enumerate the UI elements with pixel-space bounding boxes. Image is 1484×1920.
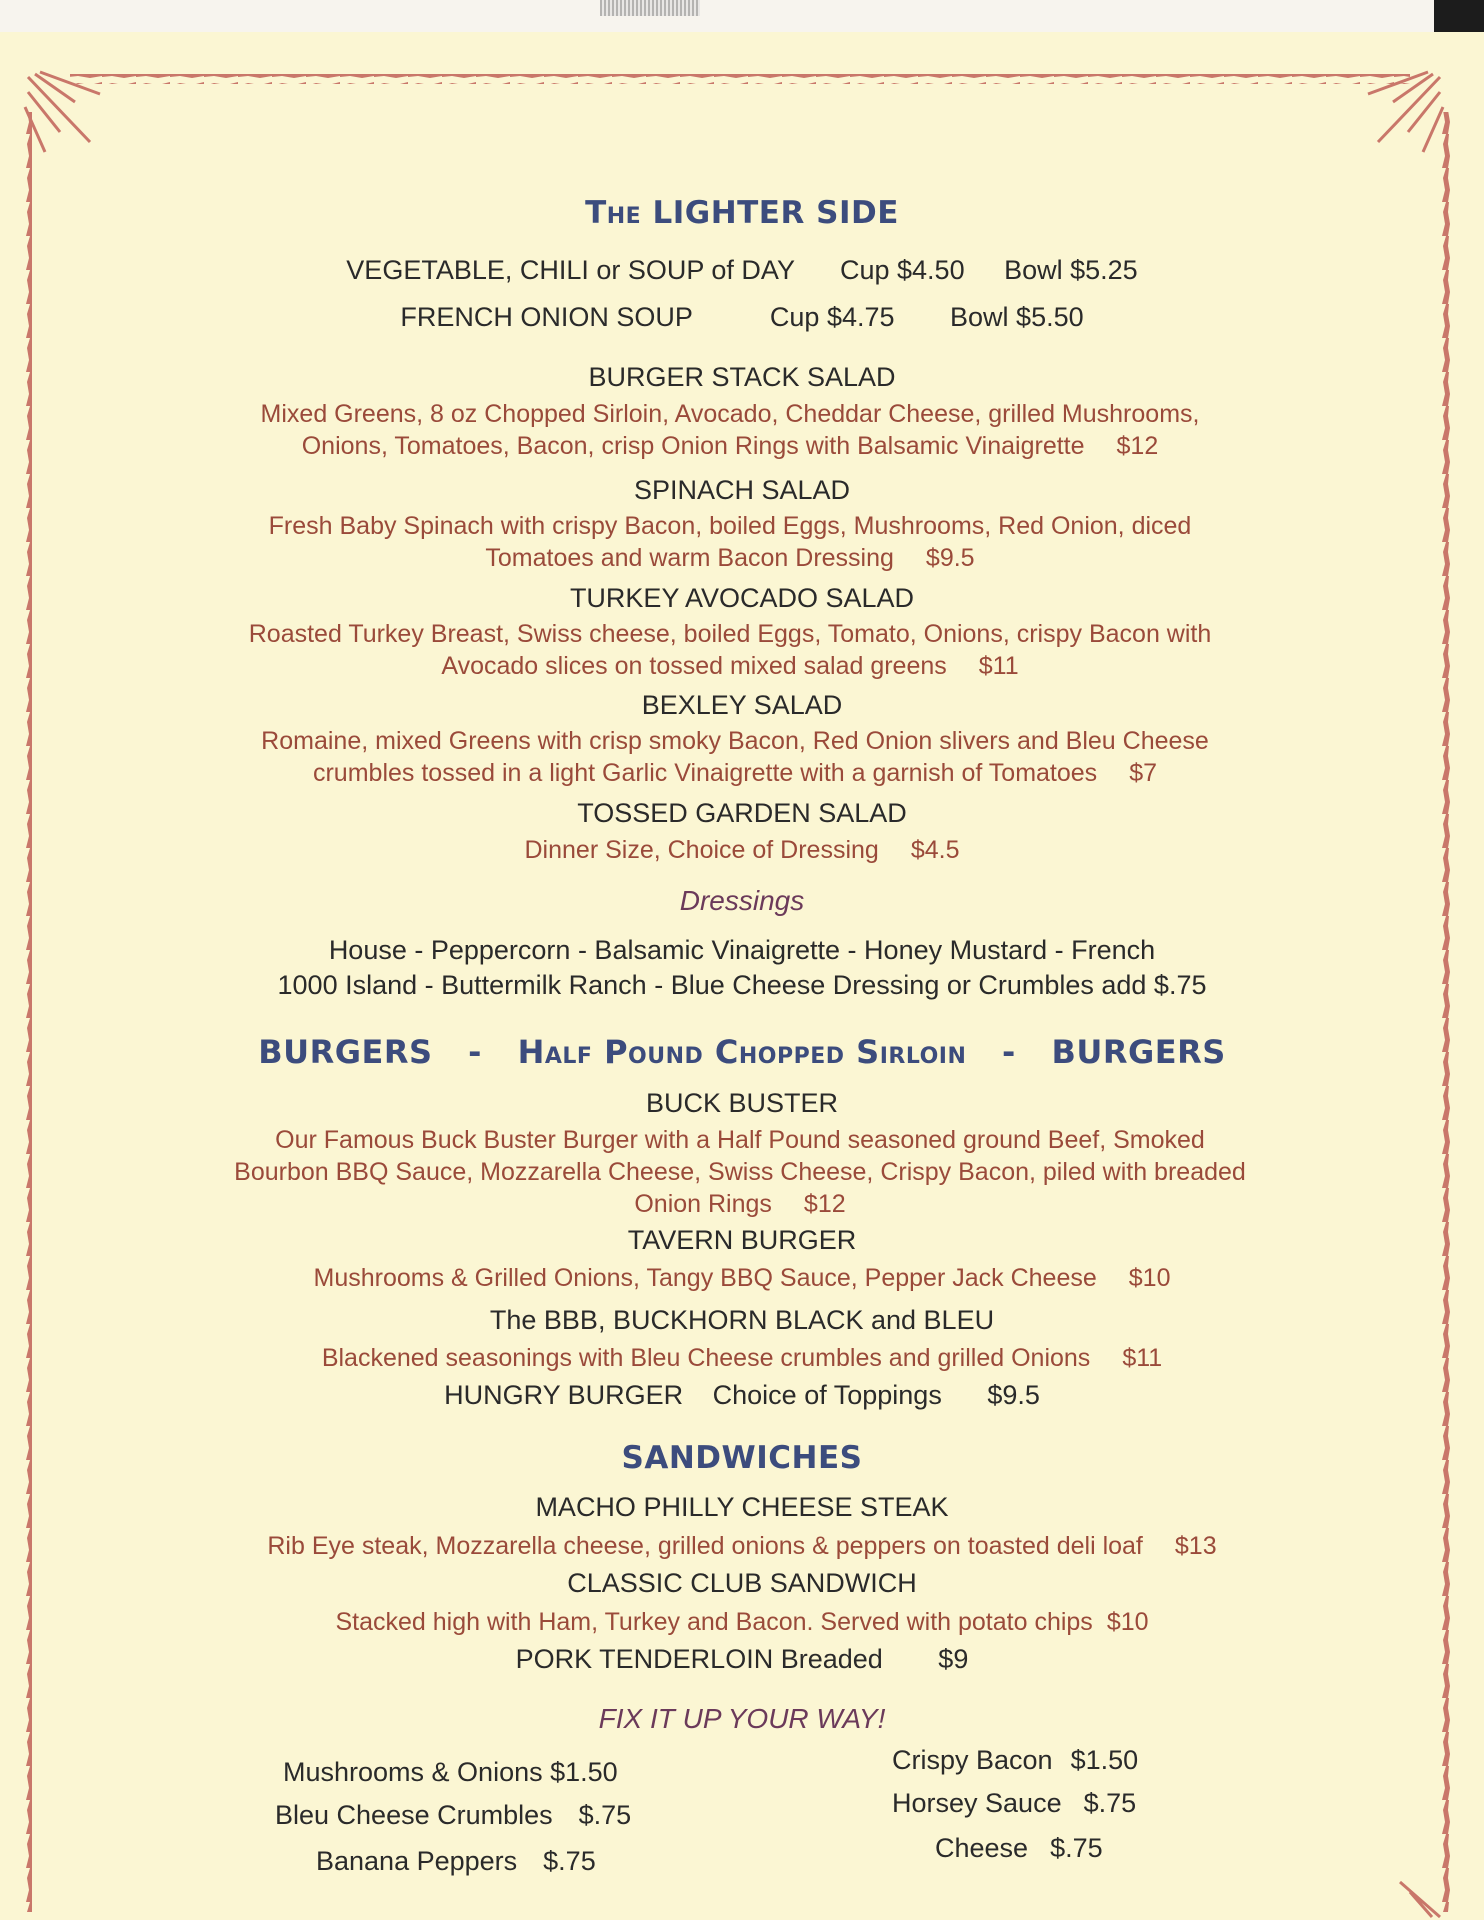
- item-desc: Our Famous Buck Buster Burger with a Half Pound seasoned ground Beef, Smoked Bourbon BBQ Sauce, Mozzarella Cheese, Swiss Cheese, Crispy Bacon, piled with breaded Onion Rings: [234, 1126, 1246, 1218]
- addon-item: [935, 1833, 1103, 1864]
- item-desc: Mushrooms & Grilled Onions, Tangy BBQ Sauce, Pepper Jack Cheese: [313, 1264, 1097, 1292]
- item-name-bexley-salad: BEXLEY SALAD: [641, 690, 843, 720]
- section-title-lighter-side: The LIGHTER SIDE: [585, 195, 899, 231]
- item-desc-spinach-salad: [230, 510, 1230, 574]
- addon-price: $.75: [543, 1846, 596, 1876]
- dressings-list-line-1: House - Peppercorn - Balsamic Vinaigrette - Honey Mustard - French: [328, 935, 1156, 965]
- menu-item-hungry-burger: [0, 1380, 1484, 1411]
- item-name-bbb-buckhorn: The BBB, BUCKHORN BLACK and BLEU: [489, 1305, 995, 1335]
- addon-name: Horsey Sauce: [892, 1788, 1062, 1818]
- item-desc: Roasted Turkey Breast, Swiss cheese, boiled Eggs, Tomato, Onions, crispy Bacon with Avocado slices on tossed mixed salad greens: [248, 620, 1212, 680]
- item-price: $9.5: [925, 544, 975, 572]
- addon-item: [892, 1788, 1136, 1819]
- burgers-title-sep: -: [1002, 1033, 1016, 1071]
- item-price: $9: [938, 1644, 969, 1674]
- item-desc: Choice of Toppings: [712, 1380, 942, 1410]
- addon-name: Cheese: [935, 1833, 1029, 1863]
- item-desc: Dinner Size, Choice of Dressing: [524, 836, 879, 864]
- item-price: $10: [1106, 1608, 1149, 1636]
- item-desc-tossed-garden-salad: [0, 834, 1484, 866]
- dressings-list-line-2: 1000 Island - Buttermilk Ranch - Blue Cheese Dressing or Crumbles add $.75: [277, 970, 1207, 1000]
- item-desc-burger-stack-salad: [220, 398, 1240, 462]
- item-price: $12: [803, 1190, 846, 1218]
- item-price: $11: [1122, 1344, 1163, 1372]
- item-price: $13: [1174, 1532, 1217, 1560]
- addon-item: [275, 1800, 631, 1831]
- item-name: FRENCH ONION SOUP: [400, 302, 693, 332]
- item-name-spinach-salad: SPINACH SALAD: [633, 475, 851, 505]
- burgers-title-right: BURGERS: [1051, 1033, 1226, 1071]
- item-price: $7: [1129, 759, 1157, 787]
- burgers-title-sep: -: [468, 1033, 482, 1071]
- item-name-tavern-burger: TAVERN BURGER: [627, 1225, 857, 1255]
- item-desc-macho-philly: [0, 1530, 1484, 1562]
- item-name: PORK TENDERLOIN Breaded: [515, 1644, 883, 1674]
- section-title-sandwiches: SANDWICHES: [621, 1440, 863, 1476]
- item-desc: Romaine, mixed Greens with crisp smoky Bacon, Red Onion slivers and Bleu Cheese crumbles tossed in a light Garlic Vinaigrette with a garnish of Tomatoes: [261, 727, 1209, 787]
- menu-item-soup: [0, 255, 1484, 286]
- addon-item: [892, 1745, 1138, 1776]
- item-price: $4.5: [910, 836, 960, 864]
- item-name: HUNGRY BURGER: [444, 1380, 684, 1410]
- item-price-bowl: Bowl $5.25: [1004, 255, 1138, 285]
- addon-item: [316, 1846, 596, 1877]
- item-price-cup: Cup $4.50: [839, 255, 965, 285]
- item-desc-bbb-buckhorn: [0, 1342, 1484, 1374]
- burgers-title-left: BURGERS: [258, 1033, 433, 1071]
- item-desc: Blackened seasonings with Bleu Cheese crumbles and grilled Onions: [321, 1344, 1091, 1372]
- item-name-burger-stack-salad: BURGER STACK SALAD: [588, 362, 896, 392]
- addon-price: $.75: [578, 1800, 632, 1830]
- menu-item-french-onion-soup: [0, 302, 1484, 333]
- fixit-heading: FIX IT UP YOUR WAY!: [598, 1703, 886, 1734]
- item-price: $11: [978, 652, 1019, 680]
- section-title-burgers: [0, 1033, 1484, 1071]
- item-price: $10: [1128, 1264, 1171, 1292]
- addon-price: $1.50: [1070, 1745, 1139, 1775]
- addon-item: [283, 1757, 618, 1788]
- item-desc-tavern-burger: [0, 1262, 1484, 1294]
- item-name: VEGETABLE, CHILI or SOUP of DAY: [346, 255, 795, 285]
- item-name-turkey-avocado-salad: TURKEY AVOCADO SALAD: [569, 583, 915, 613]
- item-name-classic-club: CLASSIC CLUB SANDWICH: [567, 1568, 917, 1598]
- item-name-tossed-garden-salad: TOSSED GARDEN SALAD: [577, 798, 907, 828]
- item-name-macho-philly: MACHO PHILLY CHEESE STEAK: [535, 1492, 949, 1522]
- item-desc-bexley-salad: [215, 725, 1255, 789]
- item-price-bowl: Bowl $5.50: [950, 302, 1084, 332]
- addon-name: Bleu Cheese Crumbles: [275, 1800, 553, 1830]
- addon-name: Crispy Bacon: [892, 1745, 1053, 1775]
- burgers-title-mid: Half Pound Chopped Sirloin: [517, 1033, 967, 1071]
- item-price: $12: [1116, 432, 1159, 460]
- item-desc-buck-buster: [230, 1124, 1250, 1220]
- item-price-cup: Cup $4.75: [769, 302, 895, 332]
- item-desc: Stacked high with Ham, Turkey and Bacon. Served with potato chips: [335, 1608, 1093, 1636]
- item-desc-turkey-avocado-salad: [210, 618, 1250, 682]
- addon-price: $.75: [1050, 1833, 1103, 1863]
- addon-price: $1.50: [550, 1757, 618, 1787]
- addon-name: Banana Peppers: [316, 1846, 518, 1876]
- item-name-buck-buster: BUCK BUSTER: [645, 1088, 839, 1118]
- addon-price: $.75: [1083, 1788, 1137, 1818]
- item-desc: Fresh Baby Spinach with crispy Bacon, boiled Eggs, Mushrooms, Red Onion, diced Tomatoes and warm Bacon Dressing: [268, 512, 1192, 572]
- item-desc-classic-club: [0, 1606, 1484, 1638]
- dressings-heading: Dressings: [679, 885, 805, 916]
- item-price: $9.5: [987, 1380, 1040, 1410]
- menu-item-pork-tenderloin: [0, 1644, 1484, 1675]
- item-desc: Rib Eye steak, Mozzarella cheese, grilled onions & peppers on toasted deli loaf: [267, 1532, 1143, 1560]
- addon-name: Mushrooms & Onions: [283, 1757, 543, 1787]
- item-desc: Mixed Greens, 8 oz Chopped Sirloin, Avocado, Cheddar Cheese, grilled Mushrooms, Onions, Tomatoes, Bacon, crisp Onion Rings with Balsamic Vinaigrette: [260, 400, 1200, 460]
